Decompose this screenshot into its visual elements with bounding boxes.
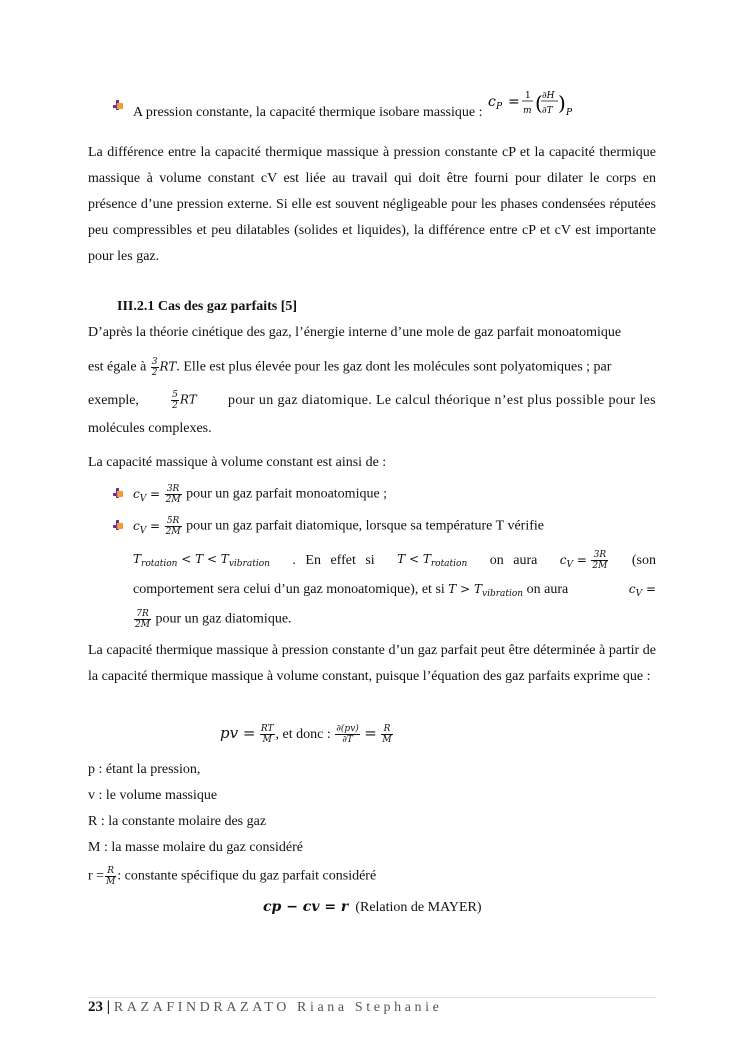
mayer-formula: cp − cv = r [263, 899, 349, 915]
list-item-2 [133, 516, 544, 537]
list-item-2-line-4 [133, 609, 292, 630]
kinetic-line-4: molécules complexes. [88, 421, 212, 436]
temperature-condition-2: $T > T_{vibration}$ [448, 582, 524, 599]
kinetic-line-3b: pour un gaz diatomique. Le calcul théorique n’est plus possible pour les [227, 392, 656, 408]
list-item-2-l2a: . En effet si [292, 552, 375, 568]
svg-text:c: c [488, 94, 496, 110]
ideal-gas-equation [220, 724, 394, 745]
page-number: 23 [88, 999, 103, 1015]
bullet-pressure [133, 91, 586, 121]
list-item-2-line-2 [133, 550, 656, 571]
pv-symbol: pv = [220, 724, 256, 742]
list-item-2-l3b: on aura [526, 582, 569, 597]
mayer-relation [263, 899, 482, 916]
svg-text:∂T: ∂T [542, 106, 553, 116]
cp-formula [486, 91, 586, 118]
svg-text:∂H: ∂H [542, 91, 555, 101]
dpv-dt-fraction: $\frac{\partial(pv)}{\partial T}$ [336, 724, 359, 746]
list-item-2-text: pour un gaz parfait diatomique, lorsque sa température T vérifie [186, 518, 544, 534]
footer-divider [88, 997, 656, 998]
temperature-range: $T_{rotation} < T < T_{vibration}$ [133, 552, 270, 569]
footer-separator: | [106, 999, 111, 1015]
kinetic-line-2b: . Elle est plus élevée pour les gaz dont les molécules sont polyatomiques ; par [176, 359, 612, 375]
svg-text:): ) [558, 91, 566, 115]
cv-formula-4: $c_V$ = [628, 582, 656, 599]
equation-mid-text: , et donc : [275, 727, 331, 742]
cv-formula-3: $c_V$ = [559, 552, 587, 570]
paragraph-cp-text: La capacité thermique massique à pression constante d’un gaz parfait peut être déterminée à partir de la capacité thermique massique à volume constant, puisque l’équation des gaz parfaits exprime que : [88, 643, 656, 684]
list-item-2-l2c: (son [631, 552, 656, 568]
paragraph-difference [88, 140, 656, 270]
temperature-condition-1: $T < T_{rotation}$ [397, 552, 468, 569]
section-heading: III.2.1 Cas des gaz parfaits [5] [117, 299, 298, 314]
definition-r-suffix: : constante spécifique du gaz parfait considéré [117, 868, 377, 884]
definition-v: v : le volume massique [88, 788, 218, 803]
definition-r [88, 866, 376, 887]
list-item-1 [133, 484, 387, 505]
footer-author: RAZAFINDRAZATO Riana Stephanie [113, 1000, 443, 1015]
kinetic-line-2 [88, 357, 611, 378]
list-item-2-l2b: on aura [489, 552, 538, 568]
paragraph-difference-text: La différence entre la capacité thermique massique à pression constante cP et la capacité thermique massique à volume constant cV est liée au travail qui doit être fourni pour dilater le corps en présence d’une pression externe. Si elle est souvent négligeable pour les phases condensées réputées peu compressibles et peu dilatables (solides et liquides), la différence entre cP et cV est importante pour les gaz. [88, 145, 656, 264]
kinetic-line-3 [88, 390, 656, 411]
paragraph-cp [88, 638, 656, 718]
bullet-icon [113, 100, 123, 110]
rt-symbol: RT [159, 359, 177, 374]
definition-r-prefix: r = [88, 868, 105, 884]
cv-formula-2: $c_V$ = [133, 518, 161, 536]
list-item-1-text: pour un gaz parfait monoatomique ; [186, 486, 388, 502]
list-item-2-l3a: comportement sera celui d’un gaz monoatomique), et si [133, 582, 445, 597]
rt-symbol-2: RT [179, 392, 197, 407]
list-item-2-line-3 [133, 582, 656, 599]
page-footer [88, 999, 442, 1016]
cv-mono-fraction: $\frac{3R}{2M}$ [165, 484, 181, 505]
definition-p: p : étant la pression, [88, 762, 201, 777]
five-halves-fraction: $\frac{5}{2}$ [172, 390, 178, 411]
svg-text:=: = [508, 94, 520, 110]
cv-di-fraction: $\frac{5R}{2M}$ [165, 516, 181, 537]
mayer-label: (Relation de MAYER) [355, 900, 482, 915]
svg-text:m: m [523, 106, 532, 116]
svg-text:P: P [496, 102, 503, 112]
bullet-icon [113, 520, 123, 530]
cv-vib-fraction: $\frac{7R}{2M}$ [135, 609, 150, 630]
kinetic-line-2a: est égale à [88, 359, 147, 375]
cv-formula: $c_V$ = [133, 486, 161, 504]
three-halves-fraction: $\frac{3}{2}$ [151, 357, 158, 378]
svg-text:(: ( [535, 91, 543, 115]
list-item-2-l4: pour un gaz diatomique. [155, 611, 292, 627]
cv-rot-fraction: $\frac{3R}{2M}$ [592, 550, 608, 571]
bullet-pressure-text: A pression constante, la capacité thermique isobare massique : [133, 105, 483, 120]
definition-R: R : la constante molaire des gaz [88, 814, 267, 829]
capacity-intro: La capacité massique à volume constant est ainsi de : [88, 455, 387, 470]
svg-text:P: P [566, 108, 573, 118]
cp-derivative-formula [486, 88, 586, 122]
rt-over-m-fraction: $\frac{RT}{M}$ [260, 724, 274, 746]
r-def-fraction: $\frac{R}{M}$ [106, 866, 116, 887]
svg-text:1: 1 [525, 91, 531, 101]
definition-M: M : la masse molaire du gaz considéré [88, 840, 303, 855]
kinetic-line-3a: exemple, [88, 392, 139, 408]
equals-sign: = [364, 724, 377, 742]
bullet-icon [113, 488, 123, 498]
r-over-m-fraction: $\frac{R}{M}$ [382, 724, 392, 746]
kinetic-line-1: D’après la théorie cinétique des gaz, l’énergie interne d’une mole de gaz parfait monoatomique [88, 325, 622, 340]
